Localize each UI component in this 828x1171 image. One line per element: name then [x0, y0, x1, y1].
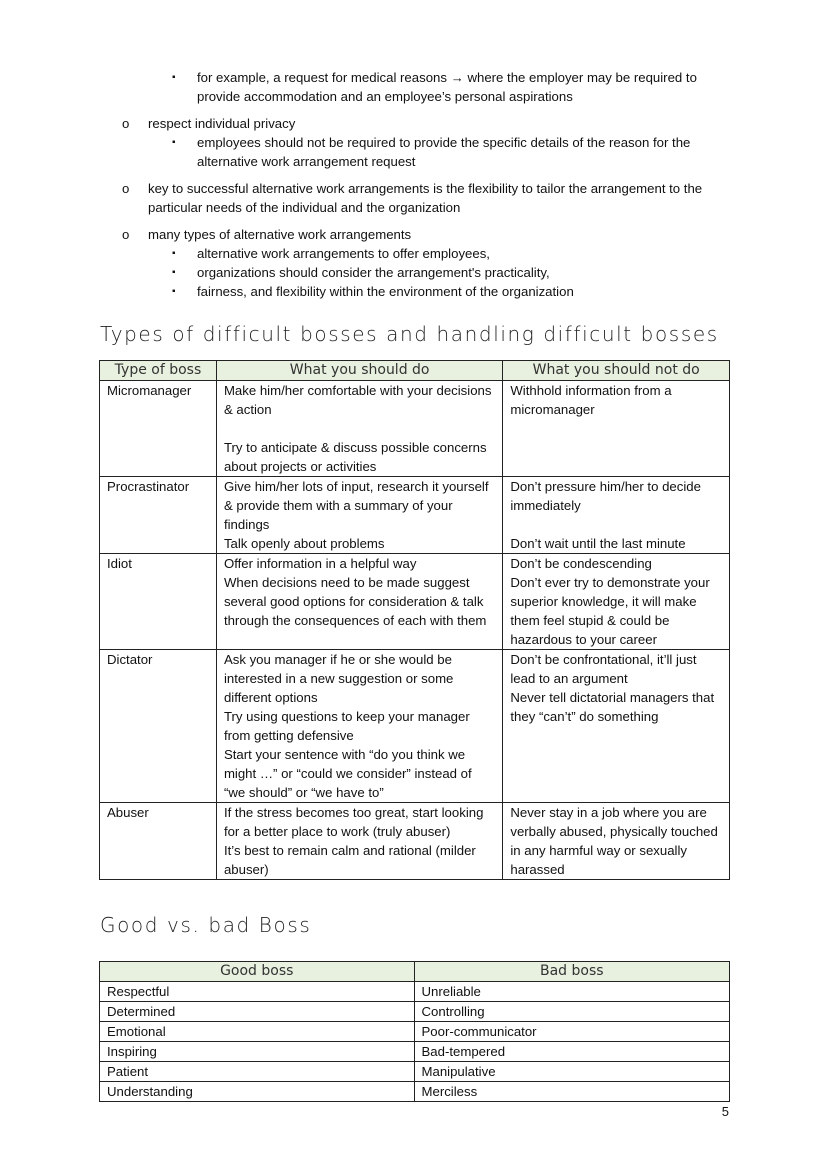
cell-line: Never tell dictatorial managers that they “can’t” do something — [510, 690, 715, 724]
table-row — [100, 1082, 730, 1102]
what-not-to-do-cell — [503, 381, 730, 477]
cell-line: Never stay in a job where you are verbally abused, physically touched in any harmful way or sexually harassed — [510, 805, 718, 877]
list-item — [0, 179, 828, 217]
list-item — [0, 244, 828, 263]
boss-type-cell: Procrastinator — [100, 477, 217, 554]
boss-type-cell: Micromanager — [100, 381, 217, 477]
cell-line: When decisions need to be made suggest several good options for consideration & talk through the consequences of each with them — [223, 575, 487, 628]
list-item-text: for example, a request for medical reasons → where the employer may be required to provide accommodation and an employee’s personal aspirations — [197, 70, 697, 104]
spacer — [510, 515, 722, 534]
cell-line: Don’t pressure him/her to decide immediately — [510, 479, 701, 513]
bad-boss-cell: Unreliable — [414, 982, 730, 1002]
what-not-to-do-cell — [503, 803, 730, 880]
table-row — [100, 554, 730, 650]
bullet-marker: ▪ — [172, 72, 176, 83]
what-to-do-cell — [216, 554, 502, 650]
cell-line: Give him/her lots of input, research it yourself & provide them with a summary of your findings — [223, 479, 489, 532]
table-row — [100, 477, 730, 554]
what-not-to-do-cell — [503, 554, 730, 650]
bullet-marker: ▪ — [172, 248, 176, 259]
bullet-marker: ▪ — [172, 137, 176, 148]
boss-type-cell: Idiot — [100, 554, 217, 650]
cell-line: Withhold information from a micromanager — [510, 383, 672, 417]
cell-line: Don’t wait until the last minute — [510, 536, 686, 551]
bad-boss-cell: Merciless — [414, 1082, 730, 1102]
list-item-text: employees should not be required to provide the specific details of the reason for the alternative work arrangement request — [197, 135, 691, 169]
header-what-to-do: What you should do — [216, 361, 502, 381]
table-row — [100, 982, 730, 1002]
header-what-not-to-do: What you should not do — [503, 361, 730, 381]
cell-line: Offer information in a helpful way — [223, 556, 417, 571]
section-title-good-vs-bad: Good vs. bad Boss — [100, 913, 312, 937]
what-to-do-cell — [216, 650, 502, 803]
list-item-text: key to successful alternative work arrangements is the flexibility to tailor the arrangement to the particular needs of the individual and the organization — [148, 181, 703, 215]
bad-boss-cell: Bad-tempered — [414, 1042, 730, 1062]
bad-boss-cell: Manipulative — [414, 1062, 730, 1082]
header-bad-boss: Bad boss — [414, 962, 730, 982]
section-title-difficult-bosses: Types of difficult bosses and handling difficult bosses — [100, 322, 719, 346]
what-not-to-do-cell — [503, 477, 730, 554]
bullet-marker: o — [122, 181, 130, 196]
table-row — [100, 1022, 730, 1042]
list-item — [0, 114, 828, 133]
good-boss-cell: Emotional — [100, 1022, 415, 1042]
cell-line: Try using questions to keep your manager from getting defensive — [223, 709, 470, 743]
good-boss-cell: Understanding — [100, 1082, 415, 1102]
cell-line: It’s best to remain calm and rational (milder abuser) — [223, 843, 476, 877]
header-type-of-boss: Type of boss — [100, 361, 217, 381]
table-header-row — [100, 962, 730, 982]
bullet-list — [0, 68, 828, 301]
difficult-bosses-table — [99, 360, 730, 880]
boss-type-cell: Abuser — [100, 803, 217, 880]
cell-line: Talk openly about problems — [223, 536, 385, 551]
list-item-text: alternative work arrangements to offer employees, — [197, 246, 490, 261]
good-boss-cell: Inspiring — [100, 1042, 415, 1062]
table-row — [100, 381, 730, 477]
cell-line: Start your sentence with “do you think we might …” or “could we consider” instead of “we should” or “we have to” — [223, 747, 472, 800]
cell-line: Don’t be confrontational, it’ll just lead to an argument — [510, 652, 697, 686]
list-item-text: fairness, and flexibility within the environment of the organization — [197, 284, 574, 299]
list-item-text: organizations should consider the arrangement's practicality, — [197, 265, 550, 280]
bullet-marker: o — [122, 227, 130, 242]
good-boss-cell: Respectful — [100, 982, 415, 1002]
list-item-text: many types of alternative work arrangements — [148, 227, 412, 242]
bullet-marker: ▪ — [172, 267, 176, 278]
list-item — [0, 282, 828, 301]
cell-line: If the stress becomes too great, start looking for a better place to work (truly abuser) — [223, 805, 484, 839]
list-item — [0, 133, 828, 171]
good-vs-bad-table — [99, 961, 730, 1102]
list-item — [0, 225, 828, 244]
list-item — [0, 68, 828, 106]
cell-line: Ask you manager if he or she would be interested in a new suggestion or some different options — [223, 652, 454, 705]
bullet-marker: ▪ — [172, 286, 176, 297]
cell-line: Don’t ever try to demonstrate your superior knowledge, it will make them feel stupid & could be hazardous to your career — [510, 575, 710, 647]
what-to-do-cell — [216, 381, 502, 477]
cell-line: Try to anticipate & discuss possible concerns about projects or activities — [223, 440, 487, 474]
table-row — [100, 1002, 730, 1022]
table-row — [100, 1042, 730, 1062]
cell-line: Don’t be condescending — [510, 556, 652, 571]
table-row — [100, 1062, 730, 1082]
bad-boss-cell: Poor-communicator — [414, 1022, 730, 1042]
good-boss-cell: Determined — [100, 1002, 415, 1022]
cell-line: Make him/her comfortable with your decisions & action — [223, 383, 492, 417]
boss-type-cell: Dictator — [100, 650, 217, 803]
bad-boss-cell: Controlling — [414, 1002, 730, 1022]
table-row — [100, 650, 730, 803]
spacer — [224, 419, 495, 438]
list-item-text: respect individual privacy — [148, 116, 296, 131]
table-row — [100, 803, 730, 880]
bullet-marker: o — [122, 116, 130, 131]
good-boss-cell: Patient — [100, 1062, 415, 1082]
header-good-boss: Good boss — [100, 962, 415, 982]
page-number: 5 — [721, 1104, 729, 1119]
what-not-to-do-cell — [503, 650, 730, 803]
what-to-do-cell — [216, 477, 502, 554]
list-item — [0, 263, 828, 282]
table-header-row — [100, 361, 730, 381]
what-to-do-cell — [216, 803, 502, 880]
